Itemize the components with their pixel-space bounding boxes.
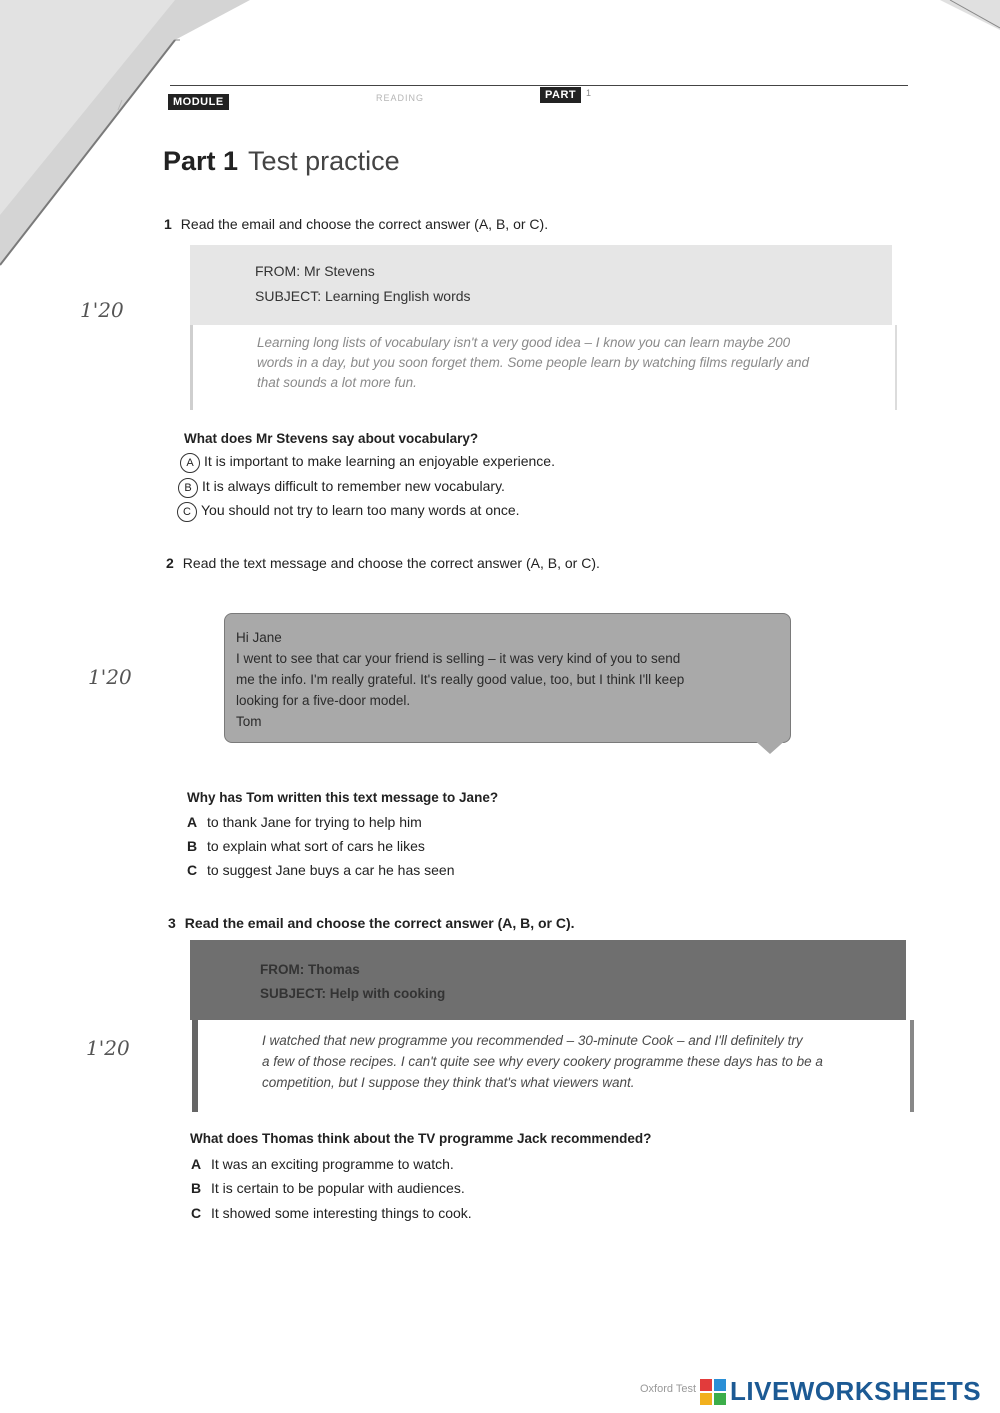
text-message-tail [752, 738, 788, 754]
option-b-circle-icon: B [178, 478, 198, 498]
reading-label: READING [376, 93, 425, 103]
option-text: It is important to make learning an enjoyable experience. [204, 453, 555, 469]
email-3-subject: SUBJECT: Help with cooking [260, 986, 446, 1001]
question-1-instruction: Read the email and choose the correct answer (A, B, or C). [180, 216, 549, 232]
option-text: It is certain to be popular with audiences. [211, 1180, 465, 1196]
footer-text: Oxford Test [640, 1383, 697, 1395]
handwritten-mark-2: 1'20 [88, 665, 132, 689]
module-tag: MODULE [168, 94, 229, 110]
question-1-option-c[interactable] [177, 502, 520, 522]
email-1-body-line: that sounds a lot more fun. [257, 375, 417, 390]
question-1-option-a[interactable] [180, 453, 555, 473]
option-text: It is always difficult to remember new vocabulary. [202, 478, 505, 494]
option-text: to thank Jane for trying to help him [207, 814, 422, 830]
title-light: Test practice [248, 146, 400, 176]
email-1-header [190, 245, 892, 325]
question-2-instruction-row [166, 555, 600, 571]
option-a-circle-icon: A [180, 453, 200, 473]
option-c-circle-icon: C [177, 502, 197, 522]
brand-name: LIVEWORKSHEETS [730, 1376, 982, 1406]
question-2-text: Why has Tom written this text message to Jane? [187, 790, 499, 805]
option-letter: C [187, 862, 198, 878]
question-1-text: What does Mr Stevens say about vocabulary? [184, 431, 479, 446]
message-line: I went to see that car your friend is selling – it was very kind of you to send [236, 651, 681, 666]
question-3-option-c[interactable] [191, 1205, 472, 1221]
message-signature: Tom [236, 714, 262, 729]
title-bold: Part 1 [163, 146, 239, 176]
message-line: me the info. I'm really grateful. It's really good value, too, but I think I'll keep [236, 672, 685, 687]
email-1-body-line: words in a day, but you soon forget them. Some people learn by watching films regularly and [257, 355, 810, 370]
liveworksheets-brand[interactable] [700, 1376, 981, 1407]
option-text: to suggest Jane buys a car he has seen [207, 862, 455, 878]
option-letter: B [191, 1180, 202, 1196]
handwritten-mark-1: 1'20 [80, 298, 124, 322]
question-3-number: 3 [168, 915, 176, 931]
question-1-number: 1 [164, 216, 172, 232]
question-2-number: 2 [166, 555, 174, 571]
question-3-option-a[interactable] [191, 1156, 454, 1172]
question-1-instruction-row [164, 216, 548, 232]
part-number: 1 [586, 88, 592, 98]
question-3-instruction: Read the email and choose the correct answer (A, B, or C). [184, 915, 575, 931]
email-3-body-line: competition, but I suppose they think that's what viewers want. [262, 1075, 635, 1090]
header-rule [170, 85, 908, 86]
question-2-instruction: Read the text message and choose the correct answer (A, B, or C). [182, 555, 600, 571]
option-text: You should not try to learn too many words at once. [201, 502, 520, 518]
option-text: It was an exciting programme to watch. [211, 1156, 454, 1172]
option-text: to explain what sort of cars he likes [207, 838, 425, 854]
message-line: Hi Jane [236, 630, 282, 645]
question-3-option-b[interactable] [191, 1180, 465, 1196]
email-1-from: FROM: Mr Stevens [255, 263, 375, 279]
question-1-option-b[interactable] [178, 478, 505, 498]
page-title [163, 146, 400, 177]
option-text: It showed some interesting things to cook. [211, 1205, 472, 1221]
message-line: looking for a five-door model. [236, 693, 411, 708]
option-letter: A [191, 1156, 202, 1172]
email-3-header [190, 940, 906, 1020]
question-2-option-a[interactable] [187, 814, 422, 830]
handwritten-mark-3: 1'20 [86, 1036, 130, 1060]
question-3-instruction-row [168, 915, 575, 931]
question-2-option-b[interactable] [187, 838, 425, 854]
email-3-from: FROM: Thomas [260, 962, 360, 977]
question-3-text: What does Thomas think about the TV programme Jack recommended? [190, 1131, 652, 1146]
option-letter: B [187, 838, 198, 854]
email-3-body-line: I watched that new programme you recommended – 30-minute Cook – and I'll definitely try [262, 1033, 803, 1048]
option-letter: C [191, 1205, 202, 1221]
part-tag: PART [540, 87, 581, 103]
email-3-body-line: a few of those recipes. I can't quite see why every cookery programme these days has to be a [262, 1054, 823, 1069]
liveworksheets-logo-icon [700, 1379, 726, 1405]
option-letter: A [187, 814, 198, 830]
question-2-option-c[interactable] [187, 862, 455, 878]
email-1-body-line: Learning long lists of vocabulary isn't a very good idea – I know you can learn maybe 200 [257, 335, 791, 350]
email-1-subject: SUBJECT: Learning English words [255, 288, 471, 304]
